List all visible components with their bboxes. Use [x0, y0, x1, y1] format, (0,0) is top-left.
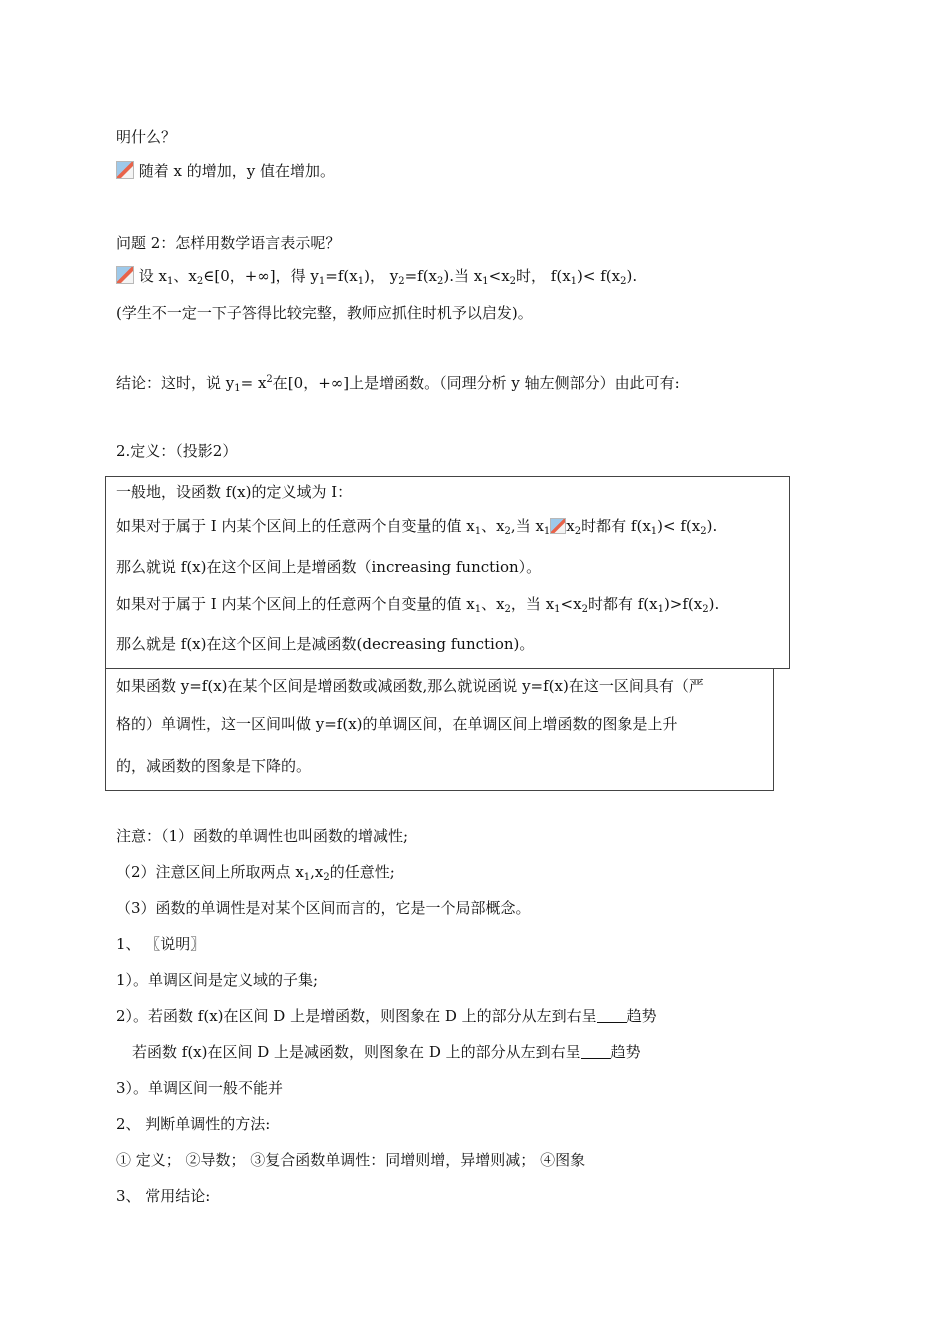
answer-line-1: [116, 161, 335, 181]
ans-seg: 设 x: [138, 267, 168, 285]
answer-line-2: 设 $x_1$、$x_2\in[0$，+∞]，得 $y_1=f(x_1)$， $y_2=f(x_2)$.当 $x_1<x_2$时， $f(x_1)< f(x_2)$.: [116, 266, 637, 286]
note-seg: ,x: [310, 863, 324, 881]
def-seg: )< f(x: [657, 517, 701, 535]
mono-row-1: 如果函数 y=f(x)在某个区间是增函数或减函数,那么就说函说 y=f(x)在这一区间具有（严: [116, 677, 704, 695]
list-seg: 趋势: [626, 1007, 657, 1025]
def-seg: ).: [706, 517, 718, 535]
def-seg: 时都有 f(x: [587, 595, 658, 613]
def-seg: ,当 x: [510, 517, 544, 535]
def-seg: 、x: [481, 517, 505, 535]
def-seg: 如果对于属于 I 内某个区间上的任意两个自变量的值 x: [116, 517, 475, 535]
def-seg: <x: [560, 595, 582, 613]
answer-text: 随着 x 的增加，y 值在增加。: [138, 162, 336, 180]
concl-seg: = x: [240, 374, 267, 392]
mono-row-2: 格的）单调性，这一区间叫做 y=f(x)的单调区间，在单调区间上增函数的图象是上升: [116, 715, 678, 733]
list-item-1c: [132, 1042, 641, 1062]
list-seg: 2）。若函数 f(x)在区间 D 上是增函数，则图象在 D 上的部分从左到右呈: [116, 1007, 597, 1025]
conclusion: 结论：这时，说 $y_1= x^2$在[0，+∞]上是增函数。（同理分析 y 轴左侧部分）由此可有:: [116, 374, 680, 394]
def-row-4: 如果对于属于 I 内某个区间上的任意两个自变量的值 $x_1$、$x_2$，当 $x_1<x_2$时都有 $f(x_1)>f(x_2)$.: [116, 595, 720, 615]
ans-seg: 时， f(x: [516, 267, 571, 285]
def-seg: )>f(x: [663, 595, 703, 613]
concl-seg: 结论：这时，说 y: [116, 374, 235, 392]
ans-seg: ∈[0，+∞]，得 y: [203, 267, 319, 285]
mono-row-3: 的，减函数的图象是下降的。: [116, 757, 312, 775]
definition-heading: 2.定义：（投影2）: [116, 442, 238, 460]
list-item-1d: 3）。单调区间一般不能并: [116, 1079, 284, 1097]
ans-seg: =f(x: [404, 267, 438, 285]
note-seg: 的任意性;: [329, 863, 395, 881]
note-1: 注意：（1）函数的单调性也叫函数的增减性;: [116, 827, 409, 845]
def-row-2: 如果对于属于 I 内某个区间上的任意两个自变量的值 $x_1$、$x_2$,当 $x_1$ $x_2$时都有 $f(x_1)< f(x_2)$.: [116, 517, 718, 537]
list-item-2: 2、 判断单调性的方法:: [116, 1115, 271, 1133]
ans-seg: ).: [626, 267, 638, 285]
def-seg: ).: [708, 595, 720, 613]
note-seg: （2）注意区间上所取两点 x: [116, 863, 304, 881]
list-seg: 若函数 f(x)在区间 D 上是减函数，则图象在 D 上的部分从左到右呈: [132, 1043, 581, 1061]
def-seg: ，当 x: [510, 595, 555, 613]
fill-blank[interactable]: [581, 1044, 611, 1059]
def-seg: 、x: [481, 595, 505, 613]
list-item-3: 3、 常用结论:: [116, 1187, 211, 1205]
list-item-1a: 1）。单调区间是定义域的子集;: [116, 971, 319, 989]
def-seg: 时都有 f(x: [581, 517, 651, 535]
text-line-question-end: 明什么？: [116, 128, 177, 146]
broken-image-icon: [116, 161, 134, 179]
question-2: 问题 2：怎样用数学语言表示呢？: [116, 234, 341, 252]
ans-seg: )< f(x: [577, 267, 621, 285]
def-row-5: 那么就是 f(x)在这个区间上是减函数(decreasing function)。: [116, 635, 535, 653]
def-row-1: 一般地，设函数 f(x)的定义域为 I：: [116, 483, 353, 501]
broken-image-icon: [550, 518, 566, 534]
def-seg: 如果对于属于 I 内某个区间上的任意两个自变量的值 x: [116, 595, 475, 613]
broken-image-icon: [116, 266, 134, 284]
list-item-1: 1、 〖说明〗: [116, 935, 206, 953]
ans-seg: <x: [488, 267, 510, 285]
teacher-note: (学生不一定一下子答得比较完整，教师应抓住时机予以启发)。: [116, 304, 533, 322]
list-item-2a: ① 定义； ②导数； ③复合函数单调性：同增则增，异增则减； ④图象: [116, 1151, 586, 1169]
ans-seg: )， y: [364, 267, 399, 285]
note-3: （3）函数的单调性是对某个区间而言的，它是一个局部概念。: [116, 899, 531, 917]
def-seg: x: [566, 517, 575, 535]
note-2: （2）注意区间上所取两点 $x_1,x_2$的任意性;: [116, 863, 395, 883]
list-seg: 趋势: [610, 1043, 641, 1061]
fill-blank[interactable]: [597, 1008, 627, 1023]
def-row-3: 那么就说 f(x)在这个区间上是增函数（increasing function）。: [116, 558, 542, 576]
concl-seg: 在[0，+∞]上是增函数。（同理分析 y 轴左侧部分）由此可有:: [272, 374, 680, 392]
ans-seg: =f(x: [325, 267, 358, 285]
ans-seg: ).当 x: [443, 267, 483, 285]
list-item-1b: [116, 1006, 657, 1026]
ans-seg: 、x: [173, 267, 197, 285]
